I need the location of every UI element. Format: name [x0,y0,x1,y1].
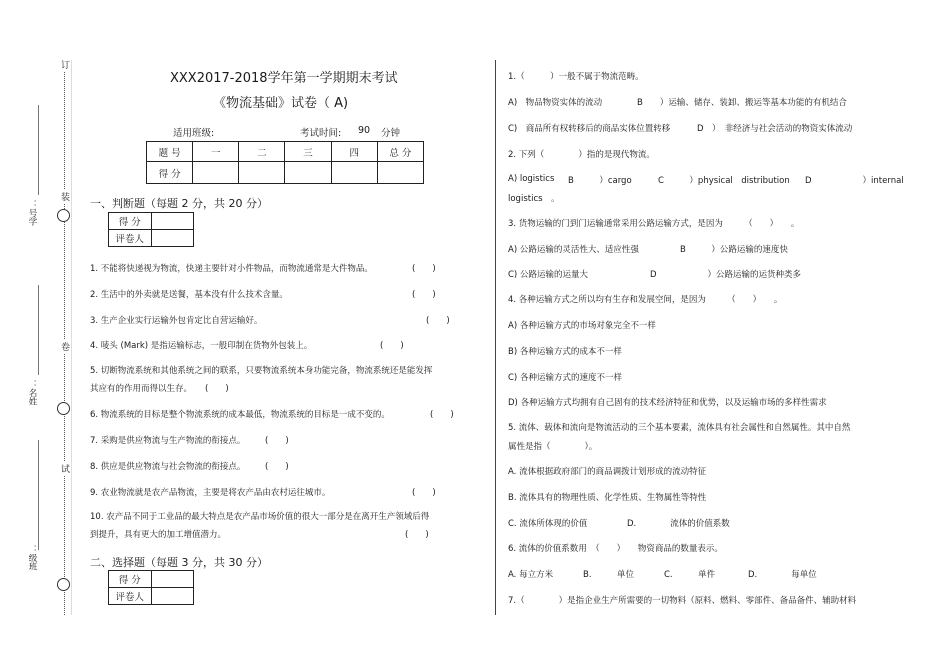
binding-hole-2 [57,402,70,415]
mc-question-1: 1.（ ）一般不属于物流范畴。 [508,72,644,82]
tf-question-1: 1. 不能将快递视为物流，快递主要针对小件物品，而物流通常是大件物品。 [90,264,373,274]
mc-q1-option-c[interactable]: C) 商品所有权转移后的商品实体位置转移 [508,124,671,134]
mc-q3-option-d[interactable]: D ）公路运输的运货种类多 [650,270,802,280]
tf-question-2: 2. 生活中的外卖就是送餐，基本没有什么技术含量。 [90,290,288,300]
binding-hole-3 [57,578,70,591]
mc-question-4: 4. 各种运输方式之所以均有生存和发展空间，是因为 （ ） 。 [508,295,783,305]
column-divider [495,60,496,615]
mc-question-5: 5. 流体、载体和流向是物流活动的三个基本要素，流体具有社会属性和自然属性。其中自然 [508,423,851,433]
binding-char-ding: 订 [61,58,70,71]
mc-q4-option-c[interactable]: C) 各种运输方式的速度不一样 [508,373,622,383]
tf-answer-6[interactable]: ( ) [430,410,454,420]
mc-q5-option-c[interactable]: C. 流体所体现的价值 [508,519,588,529]
grader-score-cell[interactable] [151,213,193,230]
mc-q2-option-d[interactable]: D ）internal [805,176,904,186]
tf-answer-7[interactable]: ( ) [265,436,289,446]
tf-question-3: 3. 生产企业实行运输外包肯定比自营运输好。 [90,316,263,326]
score-table-header-total: 总 分 [377,142,423,162]
mc-q6-option-c[interactable]: C. 单件 [664,570,716,580]
section2-heading: 二、选择题（每题 3 分，共 30 分） [90,556,268,569]
tf-answer-1[interactable]: ( ) [412,264,436,274]
tf-answer-2[interactable]: ( ) [412,290,436,300]
mc-q6-option-d[interactable]: D. 每单位 [748,570,817,580]
grader-cell[interactable] [151,230,193,247]
tf-answer-10[interactable]: ( ) [405,530,429,540]
mc-q5-option-a[interactable]: A. 流体根据政府部门的商品调拨计划形成的流动特征 [508,467,707,477]
score-table-header-2: 二 [239,142,285,162]
mc-q2-option-b[interactable]: B ）cargo [568,176,632,186]
mc-q2-option-d-cont: logistics 。 [508,194,560,204]
tf-question-8: 8. 供应是供应物流与社会物流的衔接点。 [90,462,246,472]
mc-q6-option-b[interactable]: B. 单位 [583,570,635,580]
mc-q3-option-c[interactable]: C) 公路运输的运量大 [508,270,588,280]
tf-question-4: 4. 唛头 (Mark) 是指运输标志，一般印制在货物外包装上。 [90,341,313,351]
tf-answer-5[interactable]: ( ) [205,384,229,394]
mc-q2-option-a[interactable]: A) logistics [508,174,555,184]
exam-title: XXX2017-2018学年第一学期期末考试 [170,71,398,86]
tf-question-10-cont: 到提升，具有更大的加工增值潜力。 [90,530,227,540]
student-name-label: ：名姓 [27,380,37,406]
tf-answer-9[interactable]: ( ) [412,488,436,498]
score-cell-3[interactable] [285,162,331,184]
mc-q4-option-d[interactable]: D) 各种运输方式均拥有自己固有的技术经济特征和优势，以及运输市场的多样性需求 [508,398,827,408]
mc-q3-option-b[interactable]: B ）公路运输的速度快 [680,245,788,255]
section1-grader-table [108,212,194,247]
tf-answer-8[interactable]: ( ) [265,462,289,472]
binding-char-juan: 卷 [61,340,70,353]
mc-question-7: 7.（ ）是指企业生产所需要的一切物料（原料、燃料、零部件、备品备件、辅助材料 [508,596,857,606]
mc-question-2: 2. 下列（ ）指的是现代物流。 [508,150,655,160]
tf-question-7: 7. 采购是供应物流与生产物流的衔接点。 [90,436,246,446]
score-cell-total[interactable] [377,162,423,184]
grader-score-label: 得 分 [109,213,152,230]
score-table [146,141,424,184]
tf-answer-3[interactable]: ( ) [426,316,450,326]
mc-q2-option-c[interactable]: C ）physical distribution [658,176,790,186]
mc-q4-option-b[interactable]: B) 各种运输方式的成本不一样 [508,347,622,357]
exam-subtitle: 《物流基础》试卷（ A) [213,96,349,111]
left-rule [71,60,72,615]
tf-question-5: 5. 切断物流系统和其他系统之间的联系，只要物流系统本身功能完备，物流系统还是能发挥 [90,366,433,376]
grader-cell[interactable] [151,588,193,605]
mc-q6-option-a[interactable]: A. 每立方米 [508,570,554,580]
score-cell-4[interactable] [331,162,377,184]
mc-question-3: 3. 货物运输的门到门运输通常采用公路运输方式，是因为 （ ） 。 [508,219,800,229]
score-cell-1[interactable] [193,162,239,184]
binding-line-2 [38,285,39,375]
applicable-class-label: 适用班级: [173,128,215,139]
tf-question-9: 9. 农业物流就是农产品物流，主要是将农产品由农村运往城市。 [90,488,331,498]
score-table-header-3: 三 [285,142,331,162]
grader-label: 评卷人 [109,230,152,247]
mc-q1-option-b[interactable]: B ）运输、储存、装卸、搬运等基本功能的有机结合 [637,98,847,108]
binding-char-shi: 试 [61,462,70,475]
grader-score-cell[interactable] [151,571,193,588]
exam-time-unit: 分钟 [381,128,401,139]
tf-question-10: 10. 农产品不同于工业品的最大特点是农产品市场价值的很大一部分是在离开生产领域后得 [90,512,430,522]
score-table-header-4: 四 [331,142,377,162]
class-label: ：级班 [27,545,37,571]
binding-char-zhuang: 装 [61,190,70,203]
exam-time-label: 考试时间: [300,128,342,139]
mc-q3-option-a[interactable]: A) 公路运输的灵活性大、适应性强 [508,245,639,255]
binding-line-1 [38,105,39,195]
mc-q1-option-d[interactable]: D ） 非经济与社会活动的物资实体流动 [697,124,853,134]
tf-question-6: 6. 物流系统的目标是整个物流系统的成本最低，物流系统的目标是一成不变的。 [90,410,390,420]
grader-score-label: 得 分 [109,571,152,588]
section1-heading: 一、判断题（每题 2 分，共 20 分） [90,197,268,210]
mc-q1-option-a[interactable]: A) 物品物资实体的流动 [508,98,603,108]
exam-time-value: 90 [358,125,371,136]
tf-question-5-cont: 其应有的作用而得以生存。 [90,384,193,394]
student-id-label: ：号学 [27,200,37,226]
tf-answer-4[interactable]: ( ) [380,341,404,351]
grader-label: 评卷人 [109,588,152,605]
score-table-header-1: 一 [193,142,239,162]
binding-line-3 [38,440,39,550]
section2-grader-table [108,570,194,605]
score-table-row-label: 得 分 [147,162,193,184]
mc-q5-option-b[interactable]: B. 流体具有的物理性质、化学性质、生物属性等特性 [508,493,707,503]
score-table-header-question: 题 号 [147,142,193,162]
score-cell-2[interactable] [239,162,285,184]
mc-question-5-cont: 属性是指（ ）。 [508,442,598,452]
binding-dotted-line [64,60,65,615]
binding-hole-1 [57,209,70,222]
mc-q5-option-d[interactable]: D. 流体的价值系数 [627,519,730,529]
mc-question-6: 6. 流体的价值系数用 （ ） 物资商品的数量表示。 [508,544,723,554]
mc-q4-option-a[interactable]: A) 各种运输方式的市场对象完全不一样 [508,321,656,331]
